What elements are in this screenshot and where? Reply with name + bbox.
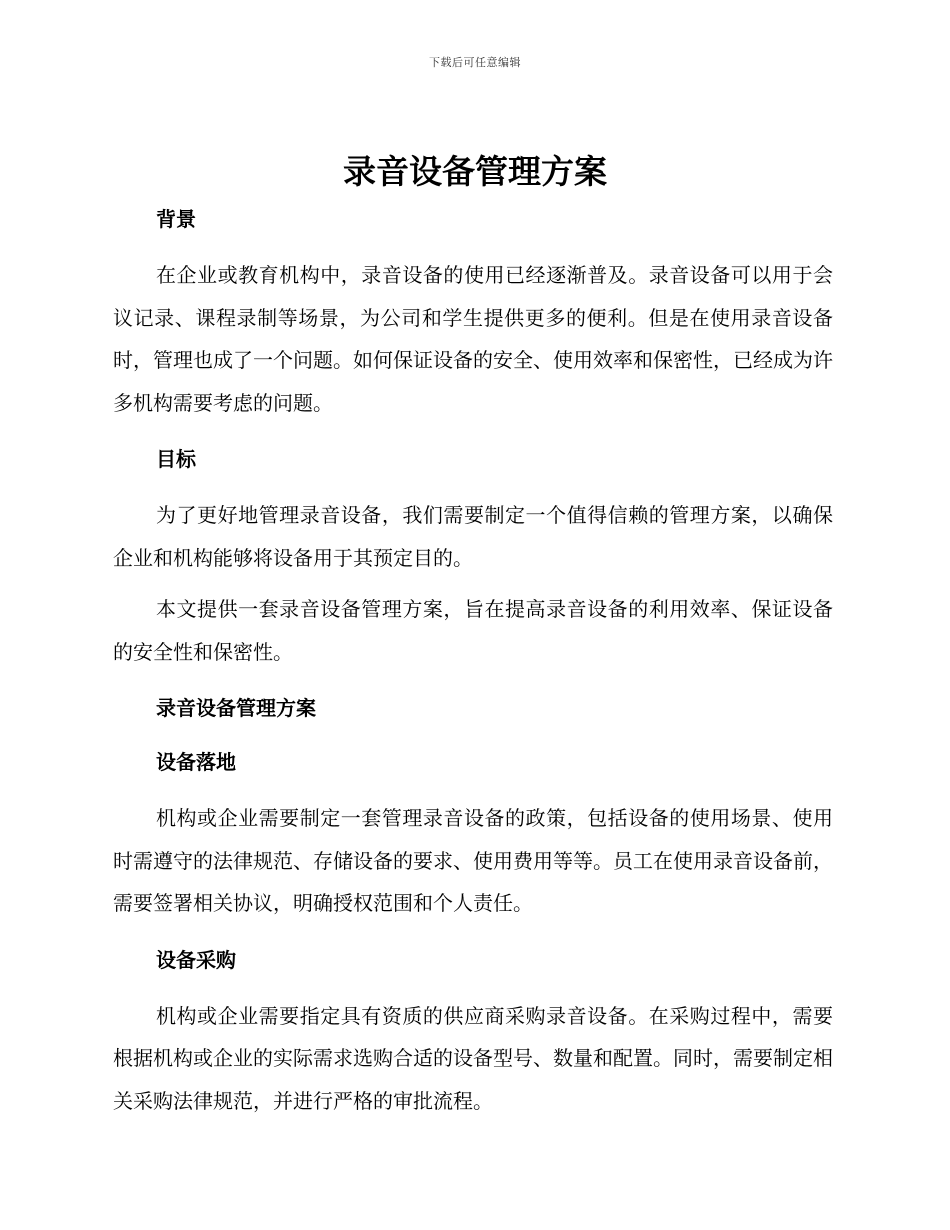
procurement-paragraph: 机构或企业需要指定具有资质的供应商采购录音设备。在采购过程中，需要根据机构或企业的实际需求选购合适的设备型号、数量和配置。同时，需要制定相关采购法律规范，并进行严格的审批流程。 (113, 1003, 833, 1113)
section-heading-background: 背景 (156, 207, 196, 231)
background-paragraph: 在企业或教育机构中，录音设备的使用已经逐渐普及。录音设备可以用于会议记录、课程录制等场景，为公司和学生提供更多的便利。但是在使用录音设备时，管理也成了一个问题。如何保证设备的安全、使用效率和保密性，已经成为许多机构需要考虑的问题。 (113, 263, 833, 415)
section-heading-plan: 录音设备管理方案 (156, 696, 316, 720)
section-heading-deployment: 设备落地 (156, 750, 236, 774)
goal-paragraph-1: 为了更好地管理录音设备，我们需要制定一个值得信赖的管理方案，以确保企业和机构能够将设备用于其预定目的。 (113, 503, 833, 570)
deployment-paragraph: 机构或企业需要制定一套管理录音设备的政策，包括设备的使用场景、使用时需遵守的法律规范、存储设备的要求、使用费用等等。员工在使用录音设备前，需要签署相关协议，明确授权范围和个人责任。 (113, 806, 833, 915)
section-heading-procurement: 设备采购 (156, 947, 236, 972)
header-note: 下载后可任意编辑 (429, 56, 521, 69)
document-title: 录音设备管理方案 (343, 152, 607, 191)
goal-paragraph-2: 本文提供一套录音设备管理方案，旨在提高录音设备的利用效率、保证设备的安全性和保密性。 (113, 597, 833, 664)
document-body (113, 200, 833, 1122)
section-heading-goal: 目标 (156, 447, 196, 471)
